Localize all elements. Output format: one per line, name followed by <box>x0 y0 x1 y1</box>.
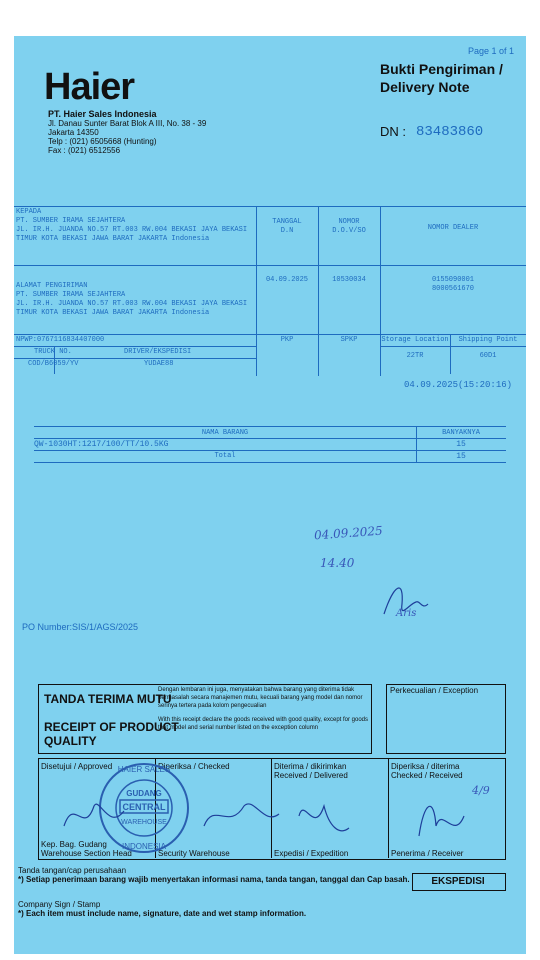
handwritten-date: 04.09.2025 <box>313 523 384 543</box>
spkp-label: SPKP <box>340 336 358 344</box>
grid-line <box>34 426 506 427</box>
ship-name: PT. SUMBER IRAMA SEJAHTERA <box>16 291 126 299</box>
print-timestamp: 04.09.2025(15:20:16) <box>404 380 513 390</box>
shipping-block <box>16 282 254 318</box>
kepada-label: KEPADA <box>16 208 42 216</box>
footer-tanda: Tanda tangan/cap perusahaan <box>18 866 127 875</box>
checked2-label <box>391 762 503 780</box>
grid-line <box>34 462 506 463</box>
company-telp: Telp : (021) 6505668 (Hunting) <box>48 137 157 146</box>
truck-value: COD/B6059/YV <box>28 360 79 368</box>
receipt-text-en: With this receipt declare the goods received with good quality, except for goods that model and serial number listed on the exception column <box>158 717 369 731</box>
shipping-label: Shipping Point <box>458 336 518 344</box>
col-nama-barang: NAMA BARANG <box>201 429 249 437</box>
customer-address-2: TIMUR KOTA BEKASI JAWA BARAT JAKARTA Indonesia <box>16 235 210 243</box>
signature-strokes <box>54 786 494 846</box>
shipto-block <box>16 208 254 244</box>
stamp-text-3: CENTRAL <box>122 802 166 812</box>
stamp-text-5: INDONESIA <box>121 842 167 851</box>
nomor-label: NOMOR <box>338 218 360 226</box>
security-label: Security Warehouse <box>158 849 230 858</box>
grid-line <box>34 438 506 439</box>
delivery-note-page <box>14 36 526 954</box>
ekspedisi-label: EKSPEDISI <box>431 876 485 887</box>
tanggal-header <box>256 218 318 236</box>
driver-value: YUDAE88 <box>144 360 174 368</box>
dn-value: 83483860 <box>416 124 484 140</box>
total-label: Total <box>214 452 236 460</box>
pkp-label: PKP <box>280 336 294 344</box>
received-label <box>274 762 386 780</box>
received-label-id: Diterima / dikirimkan <box>274 762 347 771</box>
company-name: PT. Haier Sales Indonesia <box>48 109 157 119</box>
storage-label: Storage Location <box>381 336 449 344</box>
dn-col-label: D.N <box>280 227 294 235</box>
customer-address-1: JL. IR.H. JUANDA NO.57 RT.003 RW.004 BEKASI JAYA BEKASI <box>16 226 248 234</box>
grid-line <box>14 346 256 347</box>
dealer-header: NOMOR DEALER <box>427 224 479 232</box>
company-block <box>48 110 206 155</box>
warehouse-head-label-2: Warehouse Section Head <box>41 849 132 858</box>
receipt-text-id: Dengan lembaran ini juga, menyatakan bahwa barang yang diterima tidak bermasalah secara manajemen mutu, kecuali barang yang model dan nomor serinya tertera pada kolom pengecualian <box>158 687 363 709</box>
grid-line <box>14 358 256 359</box>
penerima-label: Penerima / Receiver <box>391 849 464 858</box>
checked2-label-id: Diperiksa / diterima <box>391 762 460 771</box>
tanggal-label: TANGGAL <box>272 218 302 226</box>
ship-address-2: TIMUR KOTA BEKASI JAWA BARAT JAKARTA Indonesia <box>16 309 210 317</box>
driver-label: DRIVER/EKSPEDISI <box>124 348 192 356</box>
checked2-label-en: Checked / Received <box>391 771 463 780</box>
stamp-text-4: WAREHOUSE <box>121 819 167 826</box>
alamat-label: ALAMAT PENGIRIMAN <box>16 282 88 290</box>
total-qty: 15 <box>456 452 466 461</box>
col-banyaknya: BANYAKNYA <box>442 429 480 437</box>
warehouse-head-label-1: Kep. Bag. Gudang <box>41 840 107 849</box>
grid-line <box>380 346 526 347</box>
storage-value: 22TR <box>406 352 424 360</box>
truck-label: TRUCK NO. <box>34 348 72 356</box>
company-address-1: Jl. Danau Sunter Barat Blok A III, No. 38 - 39 <box>48 119 207 128</box>
handwritten-name: Aris <box>396 608 417 619</box>
do-value: 10530034 <box>332 276 366 284</box>
nomor-header <box>318 218 380 236</box>
company-address-2: Jakarta 14350 <box>48 128 99 137</box>
footer-note-id: *) Setiap penerimaan barang wajib menyertakan informasi nama, tanda tangan, tanggal dan Cap basah. <box>18 875 410 884</box>
footer-company-sign: Company Sign / Stamp <box>18 900 101 909</box>
dealer-values <box>380 276 526 294</box>
received-label-en: Received / Delivered <box>274 771 348 780</box>
date-value: 04.09.2025 <box>265 276 308 284</box>
page-number: Page 1 of 1 <box>467 46 514 56</box>
shipping-value: 60D1 <box>479 352 497 360</box>
dovso-label: D.O.V/SO <box>332 227 366 235</box>
stamp-text-1: HAIER SALES <box>117 765 171 774</box>
title-line-2: Delivery Note <box>380 79 470 95</box>
receipt-title-en-1: RECEIPT OF PRODUCT <box>44 720 179 734</box>
ship-address-1: JL. IR.H. JUANDA NO.57 RT.003 RW.004 BEKASI JAYA BEKASI <box>16 300 248 308</box>
exception-label: Perkecualian / Exception <box>390 686 479 695</box>
handwritten-time: 14.40 <box>320 556 355 570</box>
document-title <box>380 60 503 96</box>
dealer-value-2: 8000561670 <box>431 285 474 293</box>
customer-name: PT. SUMBER IRAMA SEJAHTERA <box>16 217 126 225</box>
handwritten-signature <box>374 574 434 634</box>
company-fax: Fax : (021) 6512556 <box>48 146 121 155</box>
npwp: NPWP:0767116834407000 <box>16 336 105 344</box>
grid-line <box>14 206 526 207</box>
dn-label: DN : <box>380 124 406 139</box>
footer-note-en: *) Each item must include name, signature, date and wet stamp information. <box>18 909 307 918</box>
grid-line <box>14 265 526 266</box>
stamp-text-2: GUDANG <box>126 789 162 798</box>
receipt-title-en-2: QUALITY <box>44 734 97 748</box>
item-qty: 15 <box>456 440 466 449</box>
receiver-note: 4/9 <box>472 784 490 797</box>
title-line-1: Bukti Pengiriman / <box>380 61 503 77</box>
grid-line <box>34 450 506 451</box>
item-name: QW-1030HT:1217/100/TT/10.5KG <box>34 440 169 449</box>
po-number: PO Number:SIS/1/AGS/2025 <box>22 622 139 632</box>
dealer-value-1: 0155090001 <box>431 276 474 284</box>
receipt-title-id: TANDA TERIMA MUTU <box>44 692 172 706</box>
haier-logo: Haier <box>44 66 135 108</box>
checked-label: Diperiksa / Checked <box>158 762 230 771</box>
expedisi-label: Expedisi / Expedition <box>274 849 349 858</box>
approved-label: Disetujui / Approved <box>41 762 113 771</box>
